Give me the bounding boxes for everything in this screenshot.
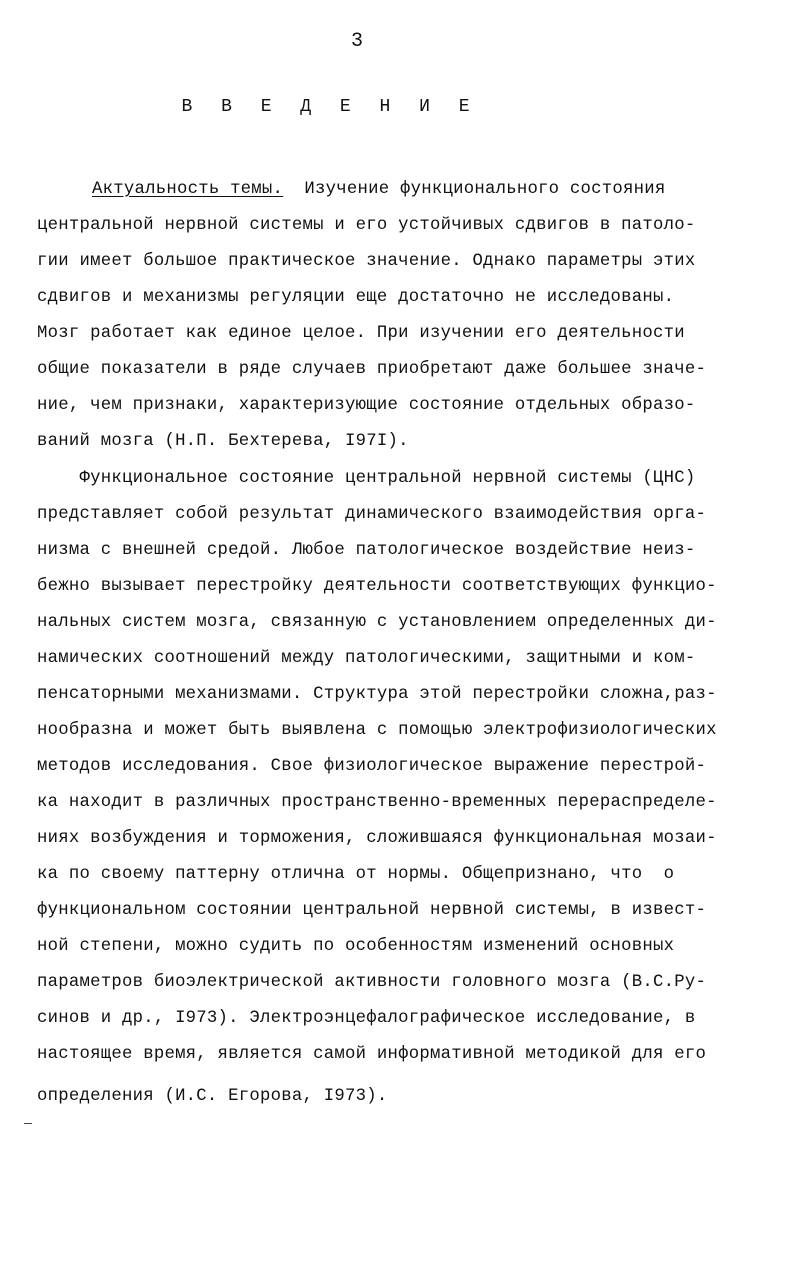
text-line (92, 178, 666, 202)
text-line: пенсаторными механизмами. Структура этой перестройки сложна,раз- (37, 685, 717, 704)
text-line: методов исследования. Свое физиологическое выражение перестрой- (37, 757, 707, 776)
text-line: функциональном состоянии центральной нервной системы, в извест- (37, 901, 707, 920)
text-line: гии имеет большое практическое значение. Однако параметры этих (37, 252, 696, 271)
text-line: низма с внешней средой. Любое патологическое воздействие неиз- (37, 541, 696, 560)
text-line: нообразна и может быть выявлена с помощью электрофизиологических (37, 721, 717, 740)
text-line: ниях возбуждения и торможения, сложившаяся функциональная мозаи- (37, 829, 717, 848)
text-line: настоящее время, является самой информативной методикой для его (37, 1045, 707, 1064)
text-line: представляет собой результат динамического взаимодействия орга- (37, 505, 707, 524)
text-line: Мозг работает как единое целое. При изучении его деятельности (37, 324, 685, 343)
line-continuation: Изучение функционального состояния (283, 180, 666, 199)
text-line: бежно вызывает перестройку деятельности соответствующих функцио- (37, 577, 717, 596)
text-line: ка по своему паттерну отлична от нормы. Общепризнано, что о (37, 865, 675, 884)
text-line: ной степени, можно судить по особенностям изменений основных (37, 937, 675, 956)
text-line: намических соотношений между патологическими, защитными и ком- (37, 649, 696, 668)
text-line: синов и др., I973). Электроэнцефалографическое исследование, в (37, 1009, 696, 1028)
text-line: ваний мозга (Н.П. Бехтерева, I97I). (37, 432, 409, 451)
page-number: 3 (350, 30, 363, 53)
text-line: Функциональное состояние центральной нервной системы (ЦНС) (37, 469, 696, 488)
scan-mark (24, 1123, 32, 1124)
section-heading: В В Е Д Е Н И Е (181, 97, 479, 117)
text-line: общие показатели в ряде случаев приобретают даже большее значе- (37, 360, 707, 379)
text-line: ка находит в различных пространственно-временных перераспределе- (37, 793, 717, 812)
topic-label: Актуальность темы. (92, 180, 284, 199)
text-line: параметров биоэлектрической активности головного мозга (В.С.Ру- (37, 973, 707, 992)
text-line: нальных систем мозга, связанную с установлением определенных ди- (37, 613, 717, 632)
text-line: определения (И.С. Егорова, I973). (37, 1087, 388, 1106)
text-line: сдвигов и механизмы регуляции еще достаточно не исследованы. (37, 288, 675, 307)
text-line: центральной нервной системы и его устойчивых сдвигов в патоло- (37, 216, 696, 235)
text-line: ние, чем признаки, характеризующие состояние отдельных образо- (37, 396, 696, 415)
